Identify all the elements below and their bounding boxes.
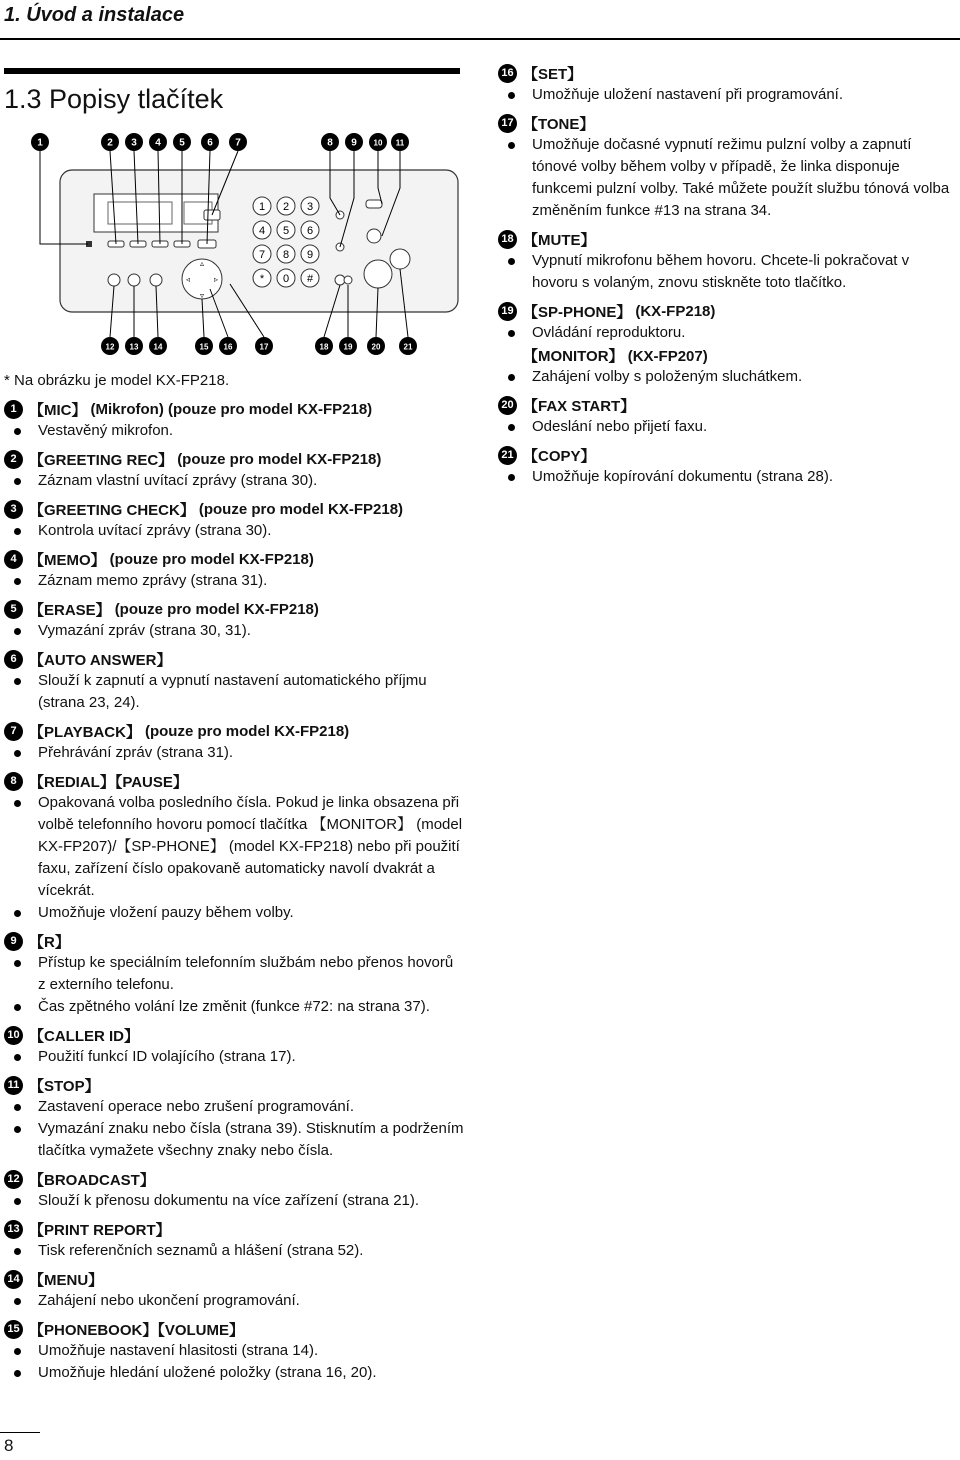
svg-text:1: 1 (258, 201, 266, 213)
bullet-text: Přístup ke speciálním telefonním službám nebo přenos hovorů z externího telefonu. (4, 952, 464, 996)
item-heading (4, 648, 464, 670)
item-heading (4, 598, 464, 620)
bullet-text: Slouží k přenosu dokumentu na více zařízení (strana 21). (4, 1190, 464, 1212)
bullet-text: Přehrávání zpráv (strana 31). (4, 742, 464, 764)
bullet-text: Ovládání reproduktoru. (498, 322, 958, 344)
svg-text:8: 8 (282, 249, 290, 261)
button-qualifier: (pouze pro model KX-FP218) (109, 550, 314, 568)
svg-text:2: 2 (107, 137, 113, 149)
svg-text:▵: ▵ (199, 259, 205, 268)
item-number-badge: 21 (498, 446, 517, 465)
svg-text:3: 3 (306, 201, 314, 213)
print-report-button (128, 274, 140, 286)
bullet-text: Umožňuje dočasné vypnutí režimu pulzní volby a zapnutí tónové volby během volby v případě, že linka disponuje funkcemi pulzní volby. Také můžete použít službu tónová volba změněním funkce #13 na strana 34. (498, 134, 958, 222)
svg-text:13: 13 (129, 342, 139, 352)
svg-text:9: 9 (306, 249, 314, 261)
button-key-label: 【REDIAL】【PAUSE】 (29, 773, 188, 791)
item-heading (4, 930, 464, 952)
svg-text:6: 6 (306, 225, 314, 237)
item-number-badge: 4 (4, 550, 23, 569)
item-heading (498, 112, 958, 134)
callout-17 (255, 337, 273, 355)
item-heading (4, 548, 464, 570)
svg-text:0: 0 (282, 273, 290, 285)
svg-text:7: 7 (258, 249, 266, 261)
callout-5 (173, 133, 191, 151)
button-key-label: 【MUTE】 (523, 231, 596, 249)
item-heading (4, 448, 464, 470)
button-description-10 (4, 1024, 464, 1068)
button-description-21 (498, 444, 958, 488)
button-qualifier: (pouze pro model KX-FP218) (114, 600, 319, 618)
callout-12 (101, 337, 119, 355)
svg-text:*: * (259, 273, 265, 285)
section-bar (4, 68, 460, 74)
model-note: * Na obrázku je model KX-FP218. (4, 372, 230, 389)
button-key-label: 【PHONEBOOK】【VOLUME】 (29, 1321, 245, 1339)
button-qualifier: (pouze pro model KX-FP218) (144, 722, 350, 740)
item-number-badge: 8 (4, 772, 23, 791)
footer-rule (0, 1432, 40, 1433)
bullet-text: Vestavěný mikrofon. (4, 420, 464, 442)
button-description-12 (4, 1168, 464, 1212)
item-number-badge: 7 (4, 722, 23, 741)
item-heading (4, 1268, 464, 1290)
stop-button (367, 229, 381, 243)
button-key-label: 【MENU】 (29, 1271, 104, 1289)
item-number-badge: 13 (4, 1220, 23, 1239)
item-number-badge: 15 (4, 1320, 23, 1339)
callout-16 (219, 337, 237, 355)
caller-id-button (366, 200, 382, 208)
item-number-badge: 11 (4, 1076, 23, 1095)
fax-panel-diagram (4, 128, 460, 360)
item-number-badge: 10 (4, 1026, 23, 1045)
item-number-badge: 5 (4, 600, 23, 619)
item-number-badge: 17 (498, 114, 517, 133)
sp-phone-button (344, 276, 352, 284)
callout-11 (391, 133, 409, 151)
item-heading (4, 720, 464, 742)
item-heading (4, 1024, 464, 1046)
svg-text:9: 9 (351, 137, 357, 149)
button-description-9 (4, 930, 464, 1018)
item-heading (498, 394, 958, 416)
button-key-label: 【STOP】 (29, 1077, 100, 1095)
svg-text:18: 18 (319, 342, 329, 352)
item-heading (4, 498, 464, 520)
bullet-text: Slouží k zapnutí a vypnutí nastavení automatického příjmu (strana 23, 24). (4, 670, 464, 714)
button-key-label: 【SP-PHONE】 (523, 303, 632, 321)
button-description-7 (4, 720, 464, 764)
svg-text:▿: ▿ (199, 291, 205, 300)
item-number-badge: 9 (4, 932, 23, 951)
svg-text:16: 16 (223, 342, 233, 352)
button-description-11 (4, 1074, 464, 1162)
button-key-label: 【CALLER ID】 (29, 1027, 139, 1045)
menu-button (150, 274, 162, 286)
display-window (94, 194, 218, 232)
callout-20 (367, 337, 385, 355)
bullet-text: Tisk referenčních seznamů a hlášení (strana 52). (4, 1240, 464, 1262)
button-description-14 (4, 1268, 464, 1312)
bullet-text: Zastavení operace nebo zrušení programování. (4, 1096, 464, 1118)
callout-8 (321, 133, 339, 151)
button-qualifier: (pouze pro model KX-FP218) (198, 500, 404, 518)
button-key-label: 【PRINT REPORT】 (29, 1221, 171, 1239)
item-heading (4, 1074, 464, 1096)
button-qualifier: (KX-FP218) (635, 302, 716, 320)
button-qualifier: (pouze pro model KX-FP218) (177, 450, 382, 468)
item-heading (498, 62, 958, 84)
chapter-header: 1. Úvod a instalace (4, 4, 185, 26)
svg-text:12: 12 (105, 342, 115, 352)
svg-text:2: 2 (282, 201, 290, 213)
callout-4 (149, 133, 167, 151)
bullet-text: Vymazání zpráv (strana 30, 31). (4, 620, 464, 642)
svg-text:4: 4 (155, 137, 161, 149)
item-number-badge: 18 (498, 230, 517, 249)
button-description-2 (4, 448, 464, 492)
item-heading (4, 1218, 464, 1240)
svg-text:15: 15 (199, 342, 209, 352)
callout-6 (201, 133, 219, 151)
item-number-badge: 1 (4, 400, 23, 419)
bullet-text: Vymazání znaku nebo čísla (strana 39). Stisknutím a podržením tlačítka vymažete všechny znaky nebo čísla. (4, 1118, 464, 1162)
bullet-text: Umožňuje hledání uložené položky (strana 16, 20). (4, 1362, 464, 1384)
button-key-label: 【MIC】 (29, 401, 87, 419)
bullet-text: Odeslání nebo přijetí faxu. (498, 416, 958, 438)
svg-text:7: 7 (235, 137, 241, 149)
svg-text:3: 3 (131, 137, 137, 149)
svg-text:8: 8 (327, 137, 333, 149)
button-description-1 (4, 398, 464, 442)
button-key-label: 【TONE】 (523, 115, 595, 133)
item-number-badge: 14 (4, 1270, 23, 1289)
button-description-19 (498, 300, 958, 388)
alt-model-key-label: 【MONITOR】 (KX-FP207) (523, 347, 708, 365)
callout-3 (125, 133, 143, 151)
svg-text:11: 11 (395, 138, 405, 148)
callout-1 (31, 133, 49, 151)
svg-text:1: 1 (37, 137, 43, 149)
svg-text:10: 10 (373, 138, 383, 148)
callout-2 (101, 133, 119, 151)
svg-text:#: # (306, 273, 314, 285)
callout-10 (369, 133, 387, 151)
callout-18 (315, 337, 333, 355)
item-heading (498, 228, 958, 250)
button-description-5 (4, 598, 464, 642)
button-key-label: 【R】 (29, 933, 70, 951)
copy-button (390, 249, 410, 269)
bullet-text: Umožňuje vložení pauzy během volby. (4, 902, 464, 924)
item-number-badge: 3 (4, 500, 23, 519)
item-heading (4, 398, 464, 420)
bullet-text: Použití funkcí ID volajícího (strana 17). (4, 1046, 464, 1068)
bullet-text: Čas zpětného volání lze změnit (funkce #72: na strana 37). (4, 996, 464, 1018)
broadcast-button (108, 274, 120, 286)
bullet-text: Záznam memo zprávy (strana 31). (4, 570, 464, 592)
left-button-list (4, 398, 464, 1390)
button-key-label: 【MEMO】 (29, 551, 106, 569)
button-key-label: 【FAX START】 (523, 397, 636, 415)
button-description-4 (4, 548, 464, 592)
bullet-text: Opakovaná volba posledního čísla. Pokud je linka obsazena při volbě telefonního hovoru pomocí tlačítka 【MONITOR】 (model KX-FP207)/【SP-PHONE】 (model KX-FP218) nebo při použití faxu, zařízení číslo opakovaně automaticky navolí dvakrát a vícekrát. (4, 792, 464, 902)
svg-text:5: 5 (282, 225, 290, 237)
button-description-18 (498, 228, 958, 294)
button-qualifier: (Mikrofon) (pouze pro model KX-FP218) (90, 400, 373, 418)
button-key-label: 【GREETING REC】 (29, 451, 174, 469)
bullet-text: Umožňuje nastavení hlasitosti (strana 14). (4, 1340, 464, 1362)
item-number-badge: 6 (4, 650, 23, 669)
button-key-label: 【ERASE】 (29, 601, 111, 619)
svg-text:6: 6 (207, 137, 213, 149)
item-heading (4, 1318, 464, 1340)
button-description-6 (4, 648, 464, 714)
svg-text:5: 5 (179, 137, 185, 149)
header-rule (0, 38, 960, 40)
bullet-text: Zahájení nebo ukončení programování. (4, 1290, 464, 1312)
item-heading (4, 1168, 464, 1190)
fax-start-button (364, 260, 392, 288)
svg-text:◃: ◃ (185, 275, 191, 284)
button-description-13 (4, 1218, 464, 1262)
button-description-16 (498, 62, 958, 106)
callout-7 (229, 133, 247, 151)
button-description-3 (4, 498, 464, 542)
right-button-list (498, 62, 958, 494)
callout-14 (149, 337, 167, 355)
item-number-badge: 16 (498, 64, 517, 83)
svg-text:20: 20 (371, 342, 381, 352)
button-description-17 (498, 112, 958, 222)
item-heading (498, 444, 958, 466)
item-heading (498, 300, 958, 322)
item-heading (4, 770, 464, 792)
button-key-label: 【SET】 (523, 65, 583, 83)
svg-text:▹: ▹ (213, 275, 219, 284)
button-description-20 (498, 394, 958, 438)
callout-21 (399, 337, 417, 355)
callout-13 (125, 337, 143, 355)
item-number-badge: 2 (4, 450, 23, 469)
section-title: 1.3 Popisy tlačítek (4, 84, 224, 114)
button-key-label: 【PLAYBACK】 (29, 723, 141, 741)
callout-9 (345, 133, 363, 151)
bullet-text: Zahájení volby s položeným sluchátkem. (498, 366, 958, 388)
button-key-label: 【COPY】 (523, 447, 596, 465)
page-number: 8 (4, 1436, 14, 1455)
bullet-text: Umožňuje uložení nastavení při programování. (498, 84, 958, 106)
svg-text:17: 17 (259, 342, 269, 352)
button-key-label: 【AUTO ANSWER】 (29, 651, 172, 669)
button-key-label: 【BROADCAST】 (29, 1171, 155, 1189)
item-number-badge: 19 (498, 302, 517, 321)
item-number-badge: 20 (498, 396, 517, 415)
bullet-text: Umožňuje kopírování dokumentu (strana 28). (498, 466, 958, 488)
svg-text:19: 19 (343, 342, 353, 352)
callout-19 (339, 337, 357, 355)
svg-text:21: 21 (403, 342, 413, 352)
button-description-15 (4, 1318, 464, 1384)
svg-text:14: 14 (153, 342, 163, 352)
button-key-label: 【GREETING CHECK】 (29, 501, 195, 519)
bullet-text: Vypnutí mikrofonu během hovoru. Chcete-li pokračovat v hovoru s volaným, znovu stiskněte toto tlačítko. (498, 250, 958, 294)
button-description-8 (4, 770, 464, 924)
svg-text:4: 4 (258, 225, 266, 237)
callout-15 (195, 337, 213, 355)
bullet-text: Kontrola uvítací zprávy (strana 30). (4, 520, 464, 542)
bullet-text: Záznam vlastní uvítací zprávy (strana 30). (4, 470, 464, 492)
item-number-badge: 12 (4, 1170, 23, 1189)
